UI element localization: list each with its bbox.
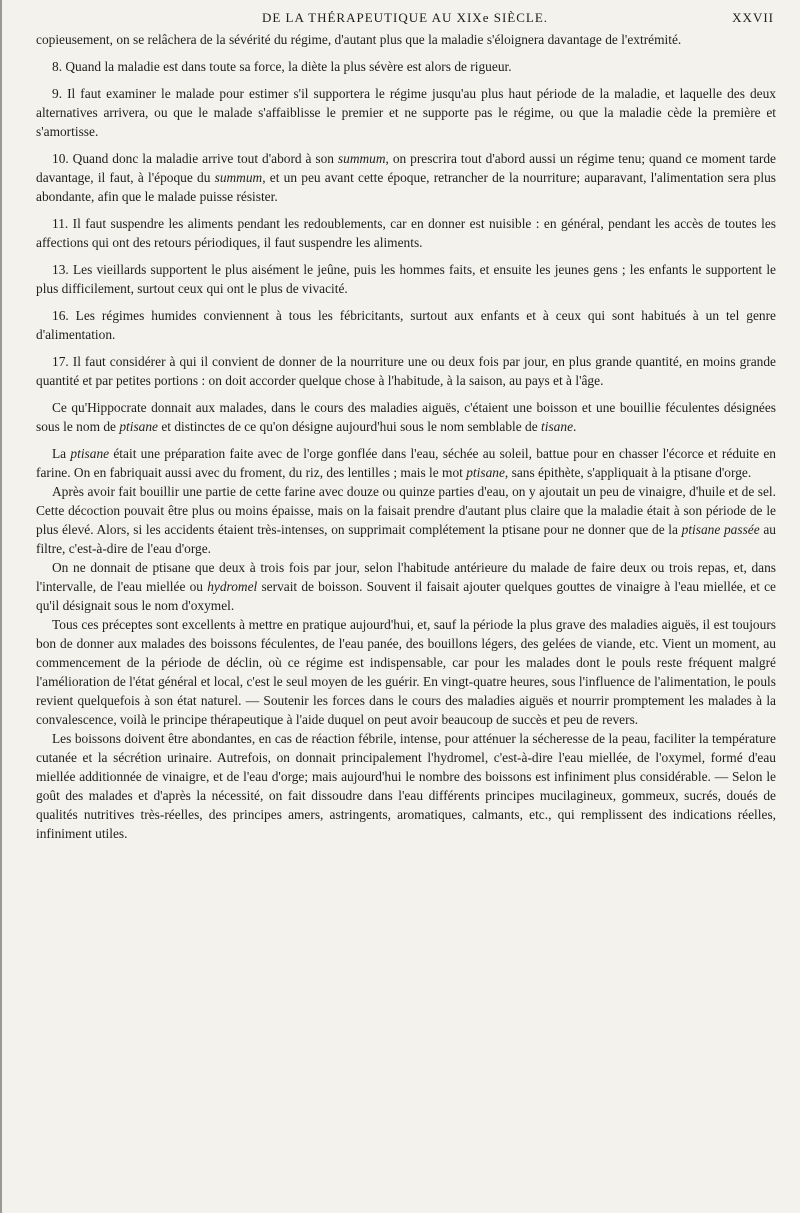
paragraph-item-8: 8. Quand la maladie est dans toute sa force, la diète la plus sévère est alors de rigueur.: [52, 59, 512, 74]
paragraph-item-16: 16. Les régimes humides conviennent à tous les fébricitants, surtout aux enfants et à ceux qui sont habitués à un tel genre d'alimentation.: [36, 308, 776, 342]
running-head: [36, 10, 774, 30]
text-segment: Après avoir fait bouillir une partie de cette farine avec douze ou quinze parties d'eau, on y ajoutait un peu de vinaigre, d'huile et de sel. Cette décoction pouvait être plus ou moins épaisse, mais on la faisait prendre d'autant plus claire que la maladie était à son période de le plus élevé. Alors, si les accidents étaient très-intenses, on supprimait complétement la ptisane pour ne donner que de la: [36, 484, 776, 537]
text-segment: était une préparation faite avec de l'orge gonflée dans l'eau, séchée au soleil, battue pour en chasser l'écorce et réduite en farine. On en fabriquait aussi avec du froment, du riz, des lentilles ; mais le mot: [36, 446, 776, 480]
text-segment: La: [52, 446, 71, 461]
paragraph-item-17: 17. Il faut considérer à qui il convient de donner de la nourriture une ou deux fois par jour, en plus grande quantité, en moins grande quantité et par petites portions : on doit accorder quelque chose à l'habitude, à la saison, au pays et à l'âge.: [36, 354, 776, 388]
running-title: DE LA THÉRAPEUTIQUE AU XIXe SIÈCLE.: [261, 10, 549, 25]
text-segment: Ce qu'Hippocrate donnait aux malades, dans le cours des maladies aiguës, c'étaient une boisson et une bouillie féculentes désignées sous le nom de: [36, 400, 776, 434]
paragraph-preceptes: Tous ces préceptes sont excellents à mettre en pratique aujourd'hui, et, sauf la période la plus grave des maladies aiguës, il est toujours bon de donner aux malades des boissons féculentes, de l'eau panée, des bouillons légers, des gelées de viande, etc. Vient un moment, au commencement de la période de déclin, où ce régime est indispensable, car pour les malades dont le pouls reste fréquent malgré l'amélioration de l'état général et local, c'est le seul moyen de les guérir. En vingt-quatre heures, sous l'influence de l'alimentation, le pouls revient quelquefois à son état naturel. — Soutenir les forces dans le cours des maladies aiguës et nourrir promptement les malades à la convalescence, voilà le principe thérapeutique à l'aide duquel on peut avoir beaucoup de succès et peu de revers.: [36, 617, 776, 727]
text-segment: , sans épithète, s'appliquait à la ptisane d'orge.: [504, 465, 752, 480]
text-segment: 10. Quand donc la maladie arrive tout d'abord à son: [52, 151, 338, 166]
italic-term: summum: [214, 170, 263, 185]
italic-term: summum: [337, 151, 386, 166]
page-body: [36, 30, 776, 843]
paragraph-item-11: 11. Il faut suspendre les aliments pendant les redoublements, car en donner est nuisible : en général, pendant les accès de toutes les affections qui ont des retours périodiques, il faut suspendre les aliments.: [36, 216, 776, 250]
italic-term: hydromel: [207, 579, 258, 594]
italic-term: ptisane: [466, 465, 505, 480]
paragraph-preparation: [36, 482, 776, 558]
italic-term: ptisane passée: [681, 522, 760, 537]
paragraph-hippocrate: [36, 398, 776, 436]
text-segment: servait de boisson. Souvent il faisait ajouter quelques gouttes de vinaigre à l'eau miellée, et ce qu'il désignait sous le nom d'oxymel.: [36, 579, 776, 613]
paragraph-item-10: [36, 149, 776, 206]
text-segment: .: [573, 419, 577, 434]
italic-term: tisane: [541, 419, 574, 434]
italic-term: ptisane: [70, 446, 110, 461]
paragraph-ptisane: [36, 444, 776, 482]
italic-term: ptisane: [119, 419, 158, 434]
paragraph-item-13: 13. Les vieillards supportent le plus aisément le jeûne, puis les hommes faits, et ensuite les jeunes gens ; les enfants le supportent le plus difficilement, surtout ceux qui ont le plus de vivacité.: [36, 262, 776, 296]
paragraph-item-9: 9. Il faut examiner le malade pour estimer s'il supportera le régime jusqu'au plus haut période de la maladie, et laquelle des deux alternatives arrivera, ou que le malade s'affaiblisse le premier et ne supporte pas le régime, ou que la maladie cède la première et s'amortisse.: [36, 86, 776, 139]
text-segment: , on prescrira tout d'abord aussi un régime tenu; quand ce moment tarde davantage, il faut, à l'époque du: [36, 151, 776, 185]
text-segment: , et un peu avant cette époque, retrancher de la nourriture; auparavant, l'alimentation sera plus abondante, afin que le malade puisse résister.: [36, 170, 776, 204]
paragraph-hydromel: [36, 558, 776, 615]
text-segment: et distinctes de ce qu'on désigne aujourd'hui sous le nom semblable de: [158, 419, 542, 434]
paragraph-continuation: copieusement, on se relâchera de la sévérité du régime, d'autant plus que la maladie s'éloignera davantage de l'extrémité.: [36, 32, 682, 47]
page-number: XXVII: [732, 10, 774, 25]
text-segment: On ne donnait de ptisane que deux à trois fois par jour, selon l'habitude antérieure du malade de faire deux ou trois repas, et, dans l'intervalle, de l'eau miellée ou: [36, 560, 776, 594]
text-segment: au filtre, c'est-à-dire de l'eau d'orge.: [36, 522, 776, 556]
paragraph-boissons: Les boissons doivent être abondantes, en cas de réaction fébrile, intense, pour atténuer la sécheresse de la peau, faciliter la température cutanée et la sécrétion urinaire. Autrefois, on donnait principalement l'hydromel, c'est-à-dire l'eau miellée, de l'oxymel, formé d'eau miellée additionnée de vinaigre, et de l'eau d'orge; mais aujourd'hui le nombre des boissons est infiniment plus considérable. — Selon le goût des malades et d'après la nécessité, on fait dissoudre dans l'eau différents principes mucilagineux, gommeux, sucrés, doués de qualités nutritives très-réelles, des principes amers, astringents, aromatiques, calmants, etc., qui remplissent des indications réelles, infiniment utiles.: [36, 731, 776, 841]
